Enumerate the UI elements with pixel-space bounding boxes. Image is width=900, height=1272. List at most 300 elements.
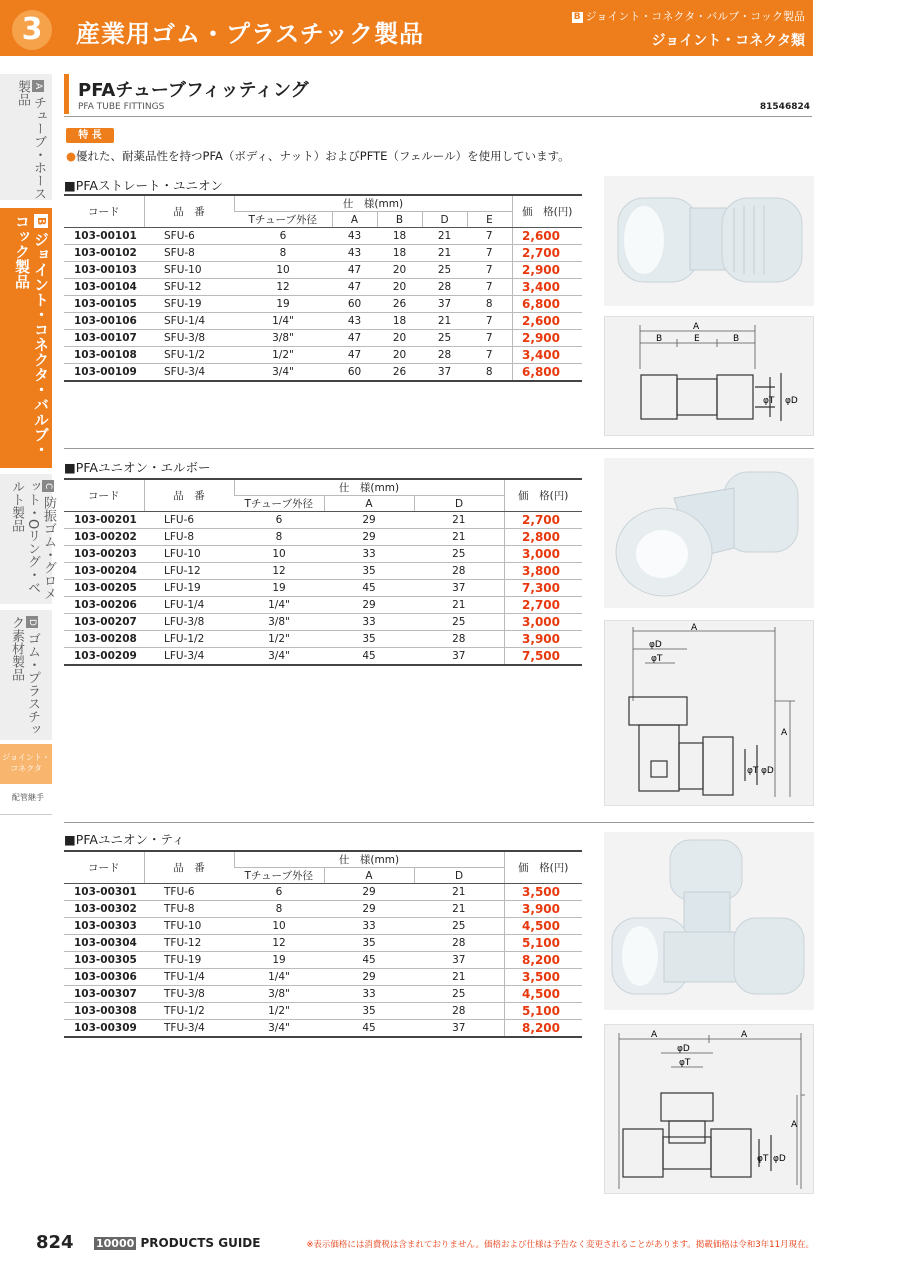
tab-label: 防振ゴム・グロメット・Oリング・ベルト製品 [9, 480, 56, 600]
product-code: 103-00205 [64, 580, 144, 597]
dim-label: φD [649, 640, 662, 650]
spec-value: 21 [414, 512, 504, 529]
header-subcategory: ジョイント・コネクタ類 [651, 33, 805, 49]
product-code: 103-00307 [64, 986, 144, 1003]
dim-label: φT [757, 1154, 769, 1164]
spec-value: 45 [324, 952, 414, 969]
product-code: 103-00302 [64, 901, 144, 918]
spec-value: 8 [467, 296, 512, 313]
price: 2,900 [512, 262, 582, 279]
product-code: 103-00309 [64, 1020, 144, 1038]
price: 3,000 [504, 546, 582, 563]
spec-value: 43 [332, 313, 377, 330]
spec-value: 29 [324, 529, 414, 546]
part-number: LFU-8 [144, 529, 234, 546]
part-number: LFU-10 [144, 546, 234, 563]
spec-value: 29 [324, 597, 414, 614]
header-spec: 仕 様(mm) [234, 851, 504, 868]
tube-diameter: 3/4" [234, 648, 324, 666]
table-row [64, 228, 582, 245]
header-col: E [467, 212, 512, 228]
part-number: TFU-1/4 [144, 969, 234, 986]
part-number: SFU-3/8 [144, 330, 234, 347]
spec-value: 45 [324, 580, 414, 597]
spec-value: 25 [414, 986, 504, 1003]
tube-diameter: 3/8" [234, 614, 324, 631]
header-part: 品 番 [144, 195, 234, 228]
spec-value: 47 [332, 330, 377, 347]
spec-value: 35 [324, 563, 414, 580]
table-row [64, 245, 582, 262]
sidebar-sub-other[interactable]: 配管継手 [12, 793, 44, 802]
union-tee-photo [604, 832, 814, 1010]
header-tube: Tチューブ外径 [234, 212, 332, 228]
table-row [64, 969, 582, 986]
part-number: TFU-1/2 [144, 1003, 234, 1020]
tube-diameter: 1/4" [234, 313, 332, 330]
price: 3,000 [504, 614, 582, 631]
spec-value: 33 [324, 918, 414, 935]
part-number: SFU-1/4 [144, 313, 234, 330]
product-code: 103-00108 [64, 347, 144, 364]
part-number: SFU-3/4 [144, 364, 234, 382]
page-code: 81546824 [759, 102, 810, 112]
spec-value: 25 [414, 614, 504, 631]
tab-label: ジョイント・コネクタ・バルブ・コック製品 [13, 214, 50, 457]
product-code: 103-00209 [64, 648, 144, 666]
dim-label: φD [785, 396, 798, 406]
spec-value: 28 [414, 563, 504, 580]
page-number: 824 [36, 1232, 74, 1253]
product-code: 103-00106 [64, 313, 144, 330]
price: 3,900 [504, 631, 582, 648]
spec-value: 28 [414, 631, 504, 648]
tube-diameter: 1/2" [234, 1003, 324, 1020]
product-code: 103-00204 [64, 563, 144, 580]
category-label: ジョイント・コネクタ・バルブ・コック製品 [585, 10, 805, 23]
product-photo-tee [604, 832, 814, 1010]
spec-value: 7 [467, 228, 512, 245]
sidebar-tab-b[interactable] [0, 208, 52, 469]
dim-label: E [694, 334, 700, 344]
spec-value: 20 [377, 262, 422, 279]
product-code: 103-00202 [64, 529, 144, 546]
header-tube: Tチューブ外径 [234, 868, 324, 884]
table-row [64, 313, 582, 330]
price: 2,700 [504, 597, 582, 614]
part-number: TFU-10 [144, 918, 234, 935]
sidebar-tab-c[interactable] [0, 474, 56, 605]
spec-value: 35 [324, 935, 414, 952]
price: 4,500 [504, 918, 582, 935]
spec-value: 21 [422, 245, 467, 262]
tube-diameter: 10 [234, 546, 324, 563]
product-code: 103-00303 [64, 918, 144, 935]
product-code: 103-00203 [64, 546, 144, 563]
spec-value: 25 [422, 330, 467, 347]
spec-value: 29 [324, 901, 414, 918]
part-number: TFU-3/8 [144, 986, 234, 1003]
tube-diameter: 3/4" [234, 1020, 324, 1038]
spec-value: 60 [332, 364, 377, 382]
table-row [64, 901, 582, 918]
spec-table-tee [64, 850, 582, 1038]
price: 7,300 [504, 580, 582, 597]
spec-value: 29 [324, 969, 414, 986]
product-code: 103-00109 [64, 364, 144, 382]
price: 8,200 [504, 952, 582, 969]
table-row [64, 347, 582, 364]
header-col: B [377, 212, 422, 228]
spec-value: 25 [422, 262, 467, 279]
table-row [64, 631, 582, 648]
spec-value: 18 [377, 245, 422, 262]
spec-value: 21 [422, 228, 467, 245]
dim-label: φT [651, 654, 663, 664]
price: 2,700 [512, 245, 582, 262]
tube-diameter: 19 [234, 952, 324, 969]
tube-diameter: 6 [234, 884, 324, 901]
spec-value: 20 [377, 330, 422, 347]
dim-label: φD [761, 766, 774, 776]
price: 3,900 [504, 901, 582, 918]
price: 2,700 [504, 512, 582, 529]
spec-value: 37 [414, 648, 504, 666]
price: 3,400 [512, 279, 582, 296]
tab-letter: B [34, 214, 48, 228]
spec-value: 20 [377, 279, 422, 296]
guide-number: 10000 [96, 1237, 135, 1250]
spec-value: 28 [414, 1003, 504, 1020]
sidebar-divider [0, 814, 52, 815]
price: 5,100 [504, 935, 582, 952]
spec-value: 21 [414, 969, 504, 986]
part-number: SFU-8 [144, 245, 234, 262]
page-title: PFAチューブフィッティング [78, 80, 309, 101]
header-col: D [414, 868, 504, 884]
features-text [66, 148, 570, 164]
price: 3,500 [504, 969, 582, 986]
header-price: 価 格(円) [512, 195, 582, 228]
spec-table-straight [64, 194, 582, 382]
price: 3,400 [512, 347, 582, 364]
table-row [64, 986, 582, 1003]
table-row [64, 529, 582, 546]
header-col: D [414, 496, 504, 512]
spec-value: 18 [377, 313, 422, 330]
table-row [64, 563, 582, 580]
header-title: 産業用ゴム・プラスチック製品 [76, 20, 425, 48]
product-code: 103-00101 [64, 228, 144, 245]
price: 2,600 [512, 313, 582, 330]
header-code: コード [64, 479, 144, 512]
spec-value: 37 [414, 1020, 504, 1038]
elbow-union-photo [604, 458, 814, 608]
tube-diameter: 8 [234, 901, 324, 918]
spec-value: 21 [414, 884, 504, 901]
footnote: ※表示価格には消費税は含まれておりません。価格および仕様は予告なく変更されることがあります。掲載価格は令和3年11月現在。 [306, 1240, 814, 1250]
spec-value: 37 [422, 364, 467, 382]
title-divider [64, 116, 812, 117]
table-row [64, 884, 582, 901]
spec-value: 25 [414, 546, 504, 563]
dim-label: φD [773, 1154, 786, 1164]
table-row [64, 546, 582, 563]
spec-value: 20 [377, 347, 422, 364]
dim-label: A [651, 1030, 658, 1040]
tube-diameter: 10 [234, 262, 332, 279]
part-number: TFU-8 [144, 901, 234, 918]
spec-value: 21 [414, 597, 504, 614]
spec-value: 47 [332, 279, 377, 296]
spec-value: 26 [377, 296, 422, 313]
guide-label [94, 1236, 260, 1250]
dim-label: φT [763, 396, 775, 406]
header-col: D [422, 212, 467, 228]
spec-value: 7 [467, 262, 512, 279]
spec-value: 7 [467, 313, 512, 330]
spec-value: 45 [324, 648, 414, 666]
price: 2,800 [504, 529, 582, 546]
spec-table-elbow [64, 478, 582, 666]
section-divider [64, 822, 814, 823]
table-row [64, 935, 582, 952]
dim-label: A [781, 728, 788, 738]
part-number: SFU-19 [144, 296, 234, 313]
section-heading: ■PFAユニオン・エルボー [64, 460, 211, 475]
part-number: TFU-12 [144, 935, 234, 952]
spec-value: 21 [414, 901, 504, 918]
part-number: TFU-19 [144, 952, 234, 969]
table-row [64, 512, 582, 529]
tube-diameter: 1/2" [234, 347, 332, 364]
part-number: LFU-19 [144, 580, 234, 597]
table-row [64, 952, 582, 969]
spec-value: 37 [414, 952, 504, 969]
part-number: LFU-6 [144, 512, 234, 529]
tab-label: ゴム・プラスチック素材製品 [9, 616, 40, 736]
price: 2,600 [512, 228, 582, 245]
spec-value: 21 [422, 313, 467, 330]
price: 5,100 [504, 1003, 582, 1020]
header-col: A [324, 496, 414, 512]
price: 6,800 [512, 296, 582, 313]
spec-value: 7 [467, 330, 512, 347]
product-code: 103-00102 [64, 245, 144, 262]
tube-diameter: 3/4" [234, 364, 332, 382]
table-row [64, 364, 582, 382]
features-badge: 特 長 [66, 128, 114, 143]
header-price: 価 格(円) [504, 851, 582, 884]
sidebar-sub-active[interactable]: ジョイント・コネクタ [0, 744, 52, 784]
header-col: A [324, 868, 414, 884]
header-col: A [332, 212, 377, 228]
header-part: 品 番 [144, 851, 234, 884]
table-row [64, 279, 582, 296]
table-row [64, 597, 582, 614]
part-number: LFU-1/4 [144, 597, 234, 614]
spec-value: 33 [324, 986, 414, 1003]
spec-value: 35 [324, 631, 414, 648]
technical-drawing-elbow [604, 620, 814, 806]
price: 7,500 [504, 648, 582, 666]
features-description: 優れた、耐薬品性を持つPFA（ボディ、ナット）およびPFTE（フェルール）を使用しています。 [76, 149, 570, 163]
tube-diameter: 1/2" [234, 631, 324, 648]
spec-value: 7 [467, 245, 512, 262]
section-heading: ■PFAユニオン・ティ [64, 832, 185, 847]
spec-value: 28 [414, 935, 504, 952]
tube-diameter: 12 [234, 279, 332, 296]
product-code: 103-00206 [64, 597, 144, 614]
spec-value: 33 [324, 546, 414, 563]
tube-diameter: 3/8" [234, 330, 332, 347]
guide-text: PRODUCTS GUIDE [140, 1236, 261, 1250]
sidebar-tab-a[interactable] [0, 74, 52, 201]
table-row [64, 1003, 582, 1020]
product-code: 103-00305 [64, 952, 144, 969]
dim-label: A [741, 1030, 748, 1040]
spec-value: 47 [332, 262, 377, 279]
section-divider [64, 448, 814, 449]
dim-label: φT [747, 766, 759, 776]
tube-diameter: 1/4" [234, 597, 324, 614]
part-number: LFU-12 [144, 563, 234, 580]
tube-diameter: 19 [234, 580, 324, 597]
tab-label: チューブ・ホース製品 [15, 80, 46, 200]
spec-value: 28 [422, 347, 467, 364]
technical-drawing-straight [604, 316, 814, 436]
product-code: 103-00104 [64, 279, 144, 296]
tube-diameter: 12 [234, 935, 324, 952]
spec-value: 28 [422, 279, 467, 296]
tube-diameter: 12 [234, 563, 324, 580]
part-number: SFU-1/2 [144, 347, 234, 364]
product-photo-elbow [604, 458, 814, 608]
price: 3,800 [504, 563, 582, 580]
dim-label: A [791, 1120, 798, 1130]
tube-diameter: 8 [234, 245, 332, 262]
technical-drawing-tee [604, 1024, 814, 1194]
spec-value: 7 [467, 279, 512, 296]
spec-value: 43 [332, 228, 377, 245]
header-spec: 仕 様(mm) [234, 479, 504, 496]
part-number: TFU-6 [144, 884, 234, 901]
tube-diameter: 19 [234, 296, 332, 313]
tab-letter: A [32, 80, 44, 92]
spec-value: 43 [332, 245, 377, 262]
table-row [64, 648, 582, 666]
page-title-english: PFA TUBE FITTINGS [78, 102, 165, 112]
spec-value: 25 [414, 918, 504, 935]
dim-label: φD [677, 1044, 690, 1054]
tab-letter: C [42, 480, 54, 492]
spec-value: 45 [324, 1020, 414, 1038]
spec-value: 21 [414, 529, 504, 546]
tube-diameter: 10 [234, 918, 324, 935]
part-number: LFU-3/4 [144, 648, 234, 666]
dim-label: B [656, 334, 663, 344]
header-spec: 仕 様(mm) [234, 195, 512, 212]
table-row [64, 296, 582, 313]
header-code: コード [64, 851, 144, 884]
spec-value: 37 [422, 296, 467, 313]
sidebar-tab-d[interactable] [0, 610, 52, 741]
spec-value: 33 [324, 614, 414, 631]
tube-diameter: 6 [234, 512, 324, 529]
product-code: 103-00308 [64, 1003, 144, 1020]
product-photo-straight [604, 176, 814, 306]
part-number: SFU-10 [144, 262, 234, 279]
product-code: 103-00201 [64, 512, 144, 529]
spec-value: 8 [467, 364, 512, 382]
spec-value: 47 [332, 347, 377, 364]
dim-label: B [733, 334, 740, 344]
part-number: LFU-3/8 [144, 614, 234, 631]
dim-label: A [691, 623, 698, 633]
product-code: 103-00208 [64, 631, 144, 648]
part-number: SFU-6 [144, 228, 234, 245]
product-code: 103-00107 [64, 330, 144, 347]
spec-value: 26 [377, 364, 422, 382]
product-code: 103-00301 [64, 884, 144, 901]
product-code: 103-00207 [64, 614, 144, 631]
header-tube: Tチューブ外径 [234, 496, 324, 512]
part-number: SFU-12 [144, 279, 234, 296]
bullet-icon: ● [66, 149, 77, 163]
spec-value: 29 [324, 512, 414, 529]
tube-diameter: 3/8" [234, 986, 324, 1003]
part-number: TFU-3/4 [144, 1020, 234, 1038]
table-row [64, 262, 582, 279]
chapter-number: 3 [12, 10, 52, 50]
table-row [64, 580, 582, 597]
header-part: 品 番 [144, 479, 234, 512]
straight-union-photo [604, 176, 814, 306]
table-row [64, 330, 582, 347]
dim-label: A [693, 322, 700, 332]
dim-label: φT [679, 1058, 691, 1068]
product-code: 103-00103 [64, 262, 144, 279]
spec-value: 7 [467, 347, 512, 364]
category-letter-badge: B [572, 12, 583, 23]
part-number: LFU-1/2 [144, 631, 234, 648]
tube-diameter: 8 [234, 529, 324, 546]
header-category [572, 8, 805, 24]
tube-diameter: 6 [234, 228, 332, 245]
section-heading: ■PFAストレート・ユニオン [64, 178, 223, 193]
table-row [64, 614, 582, 631]
tube-diameter: 1/4" [234, 969, 324, 986]
spec-value: 18 [377, 228, 422, 245]
tab-letter: D [26, 616, 38, 628]
table-row [64, 918, 582, 935]
spec-value: 37 [414, 580, 504, 597]
product-code: 103-00105 [64, 296, 144, 313]
price: 6,800 [512, 364, 582, 382]
table-row [64, 1020, 582, 1038]
price: 8,200 [504, 1020, 582, 1038]
price: 2,900 [512, 330, 582, 347]
product-code: 103-00306 [64, 969, 144, 986]
product-code: 103-00304 [64, 935, 144, 952]
header-code: コード [64, 195, 144, 228]
title-accent [64, 74, 69, 114]
spec-value: 35 [324, 1003, 414, 1020]
price: 4,500 [504, 986, 582, 1003]
header-price: 価 格(円) [504, 479, 582, 512]
spec-value: 29 [324, 884, 414, 901]
spec-value: 60 [332, 296, 377, 313]
